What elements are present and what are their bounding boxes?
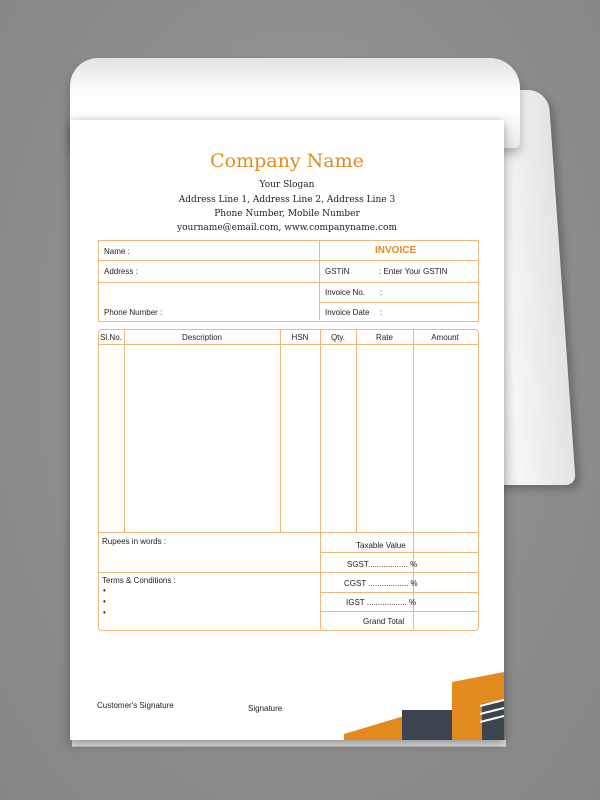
page-stack-edge [72,740,506,747]
phone-label: Phone Number : [104,308,163,317]
sgst-label: SGST.................. % [347,560,418,569]
invoice-title: INVOICE [375,245,417,256]
invoice-date-colon: : [380,308,383,317]
deco-dark-block [402,710,452,740]
corner-decoration [344,670,504,740]
info-divider [319,240,320,320]
col-div-1 [124,329,125,532]
terms-bullet-3: • [103,608,106,617]
col-div-2 [280,329,281,532]
terms-bullet-1: • [103,586,106,595]
terms-label: Terms & Conditions : [102,576,176,585]
col-description: Description [181,333,222,342]
totals-line-1 [320,552,478,553]
gstin-value: : Enter Your GSTIN [379,267,448,276]
info-line-2 [98,282,320,283]
deco-orange-strip [344,716,404,740]
info-line-1 [98,260,478,261]
col-amount: Amount [431,333,459,342]
address-label: Address : [104,267,138,276]
invoice-page [70,120,504,740]
table-header-line [98,344,478,345]
company-contact: yourname@email.com, www.companyname.com [177,223,397,233]
words-bottom-line [98,572,320,573]
rupees-in-words-label: Rupees in words : [102,537,167,546]
col-hsn: HSN [291,333,309,342]
col-div-4 [356,329,357,532]
info-line-3 [320,282,478,283]
items-table [98,329,479,631]
company-phone: Phone Number, Mobile Number [214,209,360,219]
col-rate: Rate [376,333,393,342]
terms-bullet-2: • [103,597,106,606]
col-slno: Sl.No. [100,333,122,342]
totals-top-line [98,532,478,533]
invoice-no-label: Invoice No. [325,288,366,297]
customer-signature-label: Customer's Signature [97,701,174,710]
info-line-4 [320,302,478,303]
igst-label: IGST .................. % [346,598,417,607]
invoice-no-colon: : [380,288,383,297]
company-address: Address Line 1, Address Line 2, Address Line 3 [178,195,396,205]
totals-line-4 [320,611,478,612]
company-name: Company Name [210,150,364,172]
taxable-value-label: Taxable Value [356,541,406,550]
col-div-3 [320,329,321,629]
company-slogan: Your Slogan [259,180,315,190]
grand-total-label: Grand Total [363,617,405,626]
cgst-label: CGST .................. % [344,579,418,588]
name-label: Name : [104,247,130,256]
totals-line-3 [320,592,478,593]
totals-line-2 [320,572,478,573]
col-qty: Qty. [330,333,346,342]
gstin-label: GSTIN [325,267,350,276]
signature-label: Signature [248,704,283,713]
invoice-date-label: Invoice Date [325,308,370,317]
